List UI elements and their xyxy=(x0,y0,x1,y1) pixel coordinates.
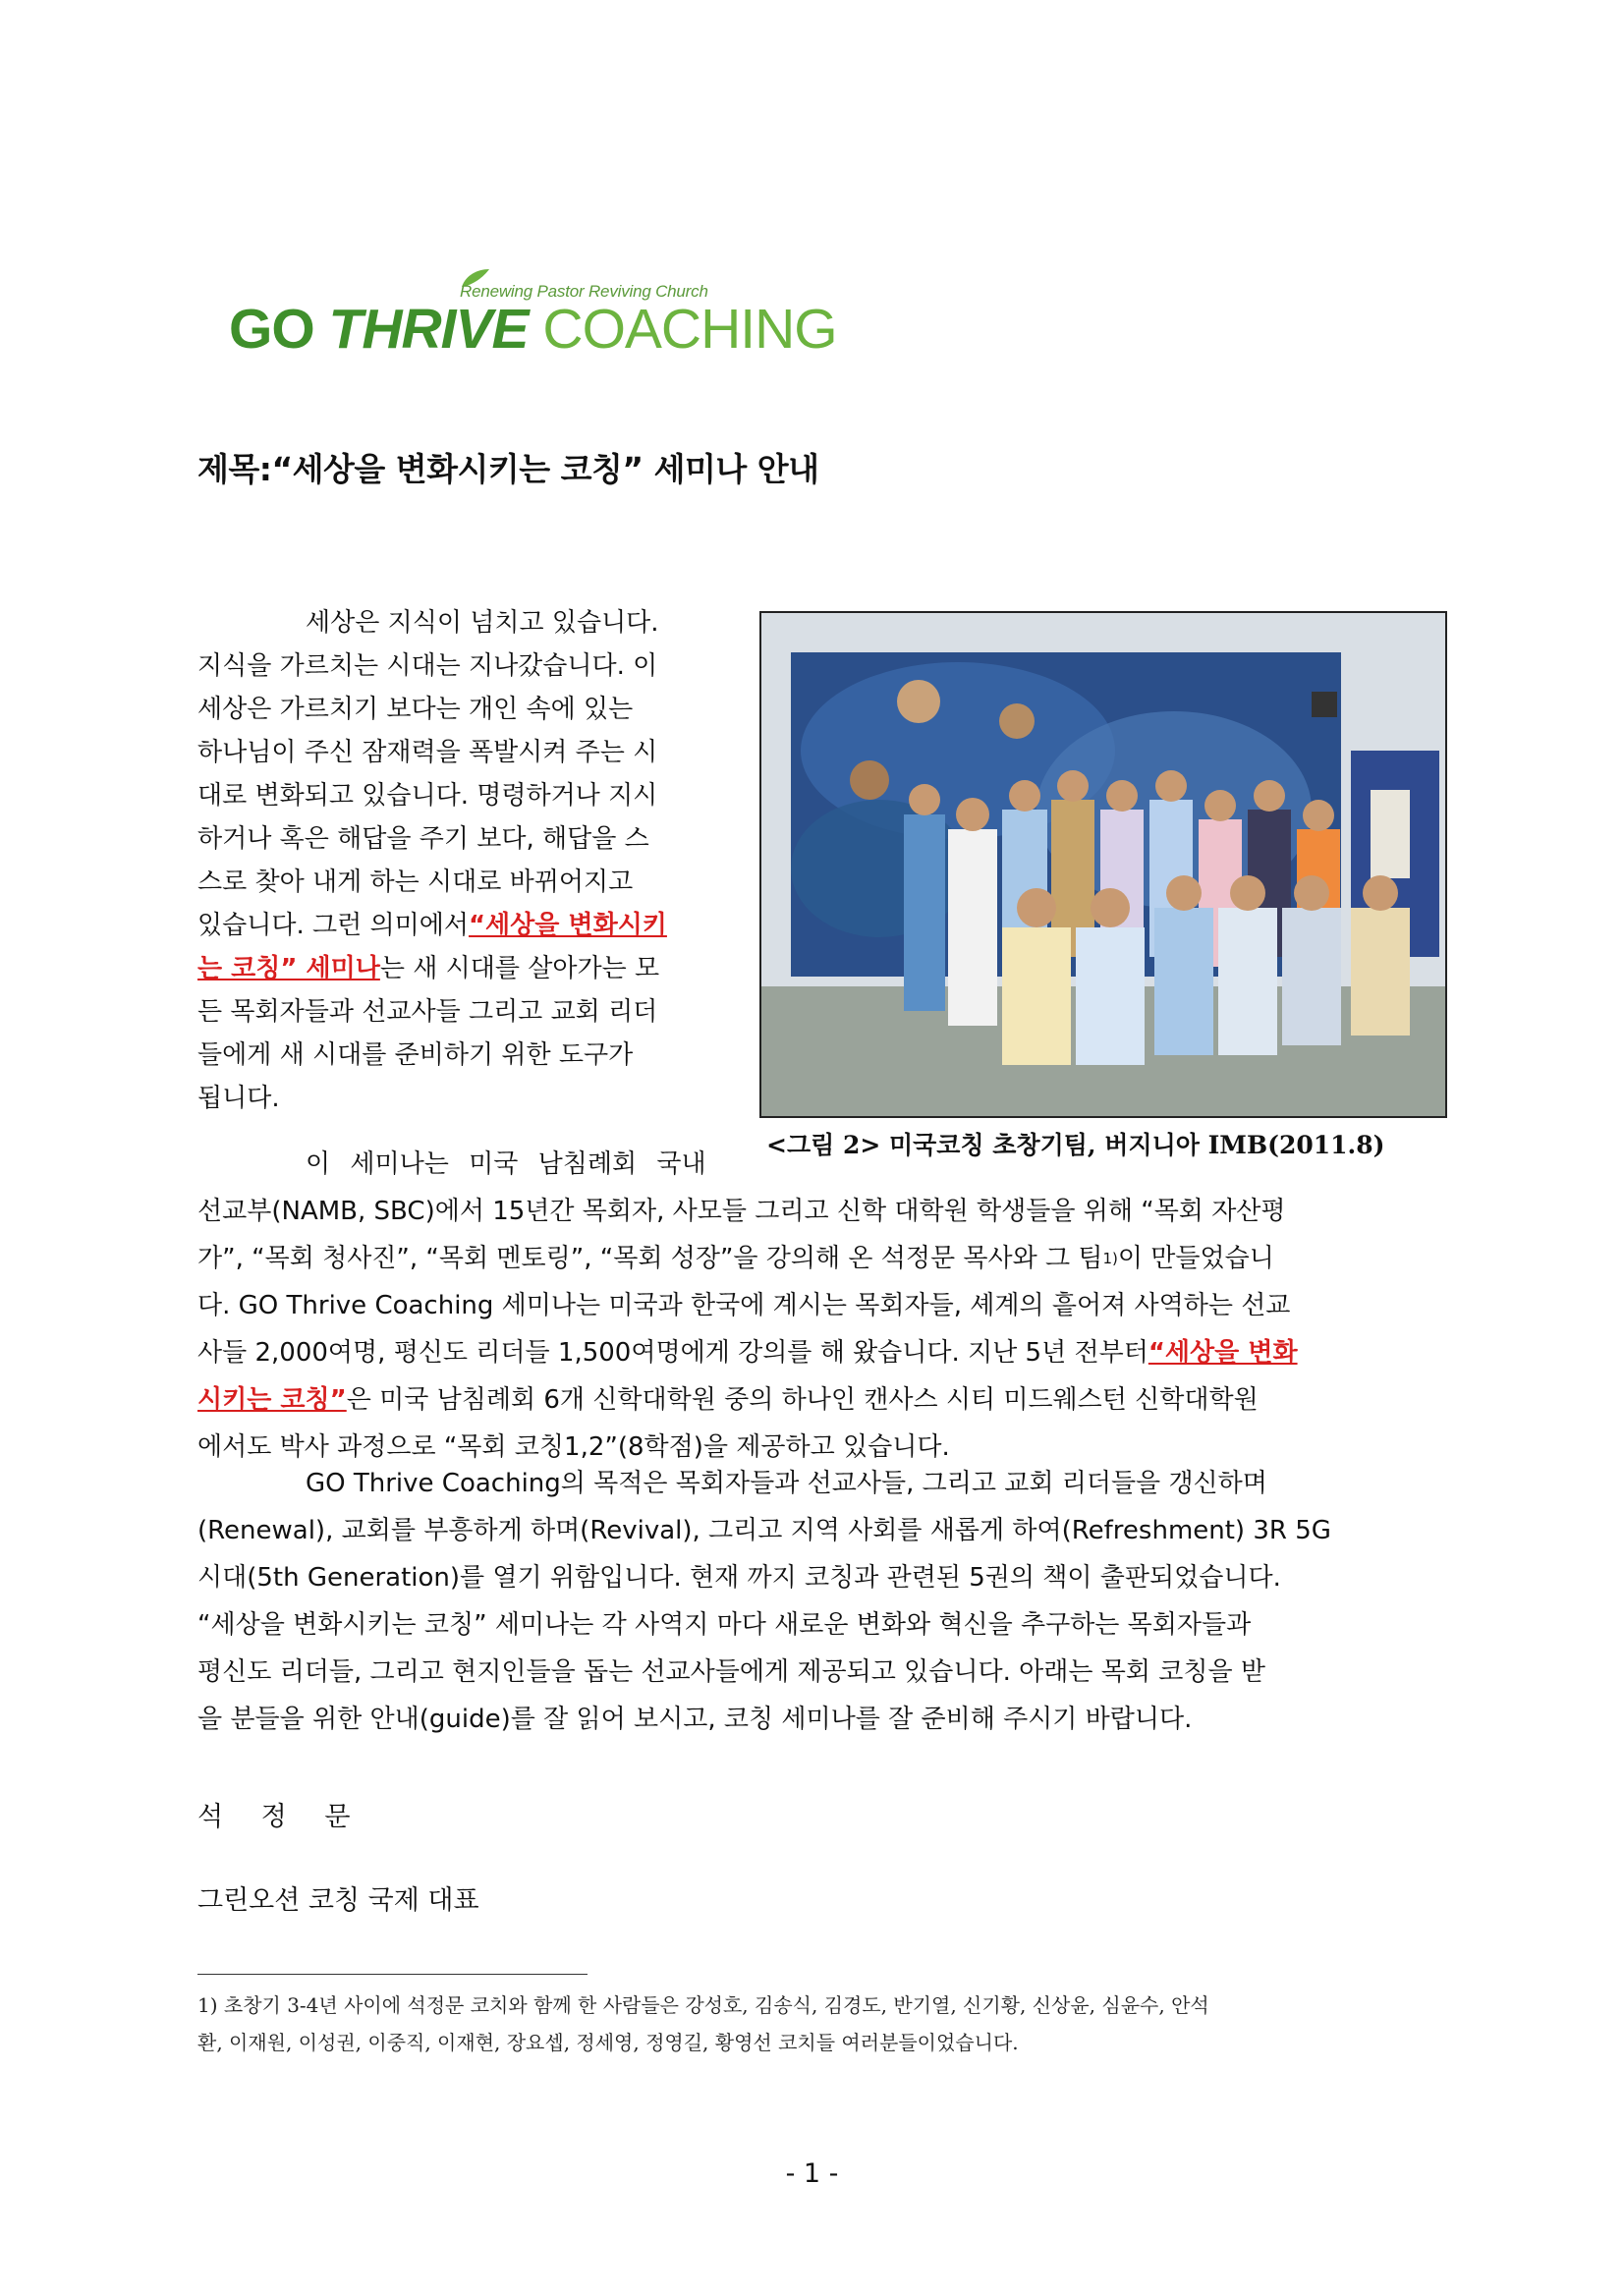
logo-word-go: GO xyxy=(229,298,314,361)
logo-word-coaching: COACHING xyxy=(542,298,837,361)
text-span: 이 만들었습니 xyxy=(1117,1244,1274,1273)
paragraph-line: 시대(5th Generation)를 열기 위함입니다. 현재 까지 코칭과 관련된 5권의 책이 출판되었습니다. xyxy=(197,1563,1281,1593)
paragraph-purpose xyxy=(197,1462,1447,1745)
text-span: 은 미국 남침례회 6개 신학대학원 중의 하나인 캔사스 시티 미드웨스턴 신학대학원 xyxy=(346,1385,1259,1415)
paragraph-line: 하거나 혹은 해답을 주기 보다, 해답을 스 xyxy=(197,824,649,854)
paragraph-line xyxy=(197,1331,1447,1378)
text-span: 있습니다. 그런 의미에서 xyxy=(197,911,469,940)
paragraph-line: 을 분들을 위한 안내(guide)를 잘 읽어 보시고, 코칭 세미나를 잘 준비해 주시기 바랍니다. xyxy=(197,1705,1193,1734)
paragraph-line: 세상은 가르치기 보다는 개인 속에 있는 xyxy=(197,695,634,724)
highlight-seminar-name: 는 코칭” 세미나 xyxy=(197,954,380,983)
footnote-line: 1) 초창기 3-4년 사이에 석정문 코치와 함께 한 사람들은 강성호, 김송식, 김경도, 반기열, 신기황, 신상윤, 심윤수, 안석 xyxy=(197,1993,1209,2017)
footnote-ref[interactable]: 1) xyxy=(1102,1250,1118,1267)
highlight-seminar-name: 시키는 코칭” xyxy=(197,1385,347,1415)
paragraph-line: 지식을 가르치는 시대는 지나갔습니다. 이 xyxy=(197,651,658,681)
paragraph-line xyxy=(197,947,736,990)
figure-caption: <그림 2> 미국코칭 초창기팀, 버지니아 IMB(2011.8) xyxy=(766,1131,1385,1159)
paragraph-line: “세상을 변화시키는 코칭” 세미나는 각 사역지 마다 새로운 변화와 혁신을 추구하는 목회자들과 xyxy=(197,1610,1252,1640)
footnote-line: 환, 이재원, 이성권, 이중직, 이재현, 장요셉, 정세영, 정영길, 황영선 코치들 여러분들이었습니다. xyxy=(197,2031,1019,2054)
group-photo-image xyxy=(761,613,1445,1116)
signature-name: 석 정 문 xyxy=(197,1802,351,1832)
paragraph-line: 다. GO Thrive Coaching 세미나는 미국과 한국에 계시는 목회자들, 셰계의 흩어져 사역하는 선교 xyxy=(197,1291,1291,1320)
signature-role: 그린오션 코칭 국제 대표 xyxy=(197,1885,479,1916)
logo xyxy=(229,295,837,364)
paragraph-line xyxy=(197,1143,1447,1190)
highlight-seminar-name: “세상을 변화시키 xyxy=(468,911,667,940)
page-number: - 1 - xyxy=(785,2158,839,2189)
paragraph-line: 선교부(NAMB, SBC)에서 15년간 목회자, 사모들 그리고 신학 대학원 학생들을 위해 “목회 자산평 xyxy=(197,1197,1286,1226)
paragraph-line: 세상은 지식이 넘치고 있습니다. xyxy=(306,608,659,638)
paragraph-intro xyxy=(197,601,736,1120)
paragraph-line: 스로 찾아 내게 하는 시대로 바뀌어지고 xyxy=(197,868,634,897)
paragraph-line: 든 목회자들과 선교사들 그리고 교회 리더 xyxy=(197,997,658,1027)
logo-tagline: Renewing Pastor Reviving Church xyxy=(460,282,708,301)
paragraph-line: 에서도 박사 과정으로 “목회 코칭1,2”(8학점)을 제공하고 있습니다. xyxy=(197,1432,950,1462)
paragraph-line: 됩니다. xyxy=(197,1084,280,1113)
text-span: 는 새 시대를 살아가는 모 xyxy=(379,954,660,983)
highlight-seminar-name: “세상을 변화 xyxy=(1148,1338,1298,1368)
paragraph-line: 들에게 새 시대를 준비하기 위한 도구가 xyxy=(197,1040,634,1070)
logo-word-thrive: THRIVE xyxy=(328,298,529,361)
page-title: 제목:“세상을 변화시키는 코칭” 세미나 안내 xyxy=(197,450,819,488)
paragraph-line: 하나님이 주신 잠재력을 폭발시켜 주는 시 xyxy=(197,738,658,767)
paragraph-line: (Renewal), 교회를 부흥하게 하며(Revival), 그리고 지역 사회를 새롭게 하여(Refreshment) 3R 5G xyxy=(197,1516,1331,1545)
paragraph-line: GO Thrive Coaching의 목적은 목회자들과 선교사들, 그리고 교회 리더들을 갱신하며 xyxy=(306,1469,1267,1498)
paragraph-line xyxy=(197,904,736,947)
footnote-divider xyxy=(197,1974,588,1975)
text-span: 이 세미나는 미국 남침례회 국내 xyxy=(306,1149,706,1179)
paragraph-line xyxy=(197,1378,1447,1426)
paragraph-line: 평신도 리더들, 그리고 현지인들을 돕는 선교사들에게 제공되고 있습니다. 아래는 목회 코칭을 받 xyxy=(197,1657,1265,1687)
footnote xyxy=(197,1987,1447,2061)
paragraph-line: 대로 변화되고 있습니다. 명령하거나 지시 xyxy=(197,781,658,811)
text-span: 사들 2,000여명, 평신도 리더들 1,500여명에게 강의를 해 왔습니다. 지난 5년 전부터 xyxy=(197,1338,1148,1368)
text-span: 가”, “목회 청사진”, “목회 멘토링”, “목회 성장”을 강의해 온 석정문 목사와 그 팀 xyxy=(197,1244,1103,1273)
paragraph-line xyxy=(197,1237,1447,1284)
paragraph-history xyxy=(197,1143,1447,1473)
group-photo xyxy=(759,611,1447,1118)
